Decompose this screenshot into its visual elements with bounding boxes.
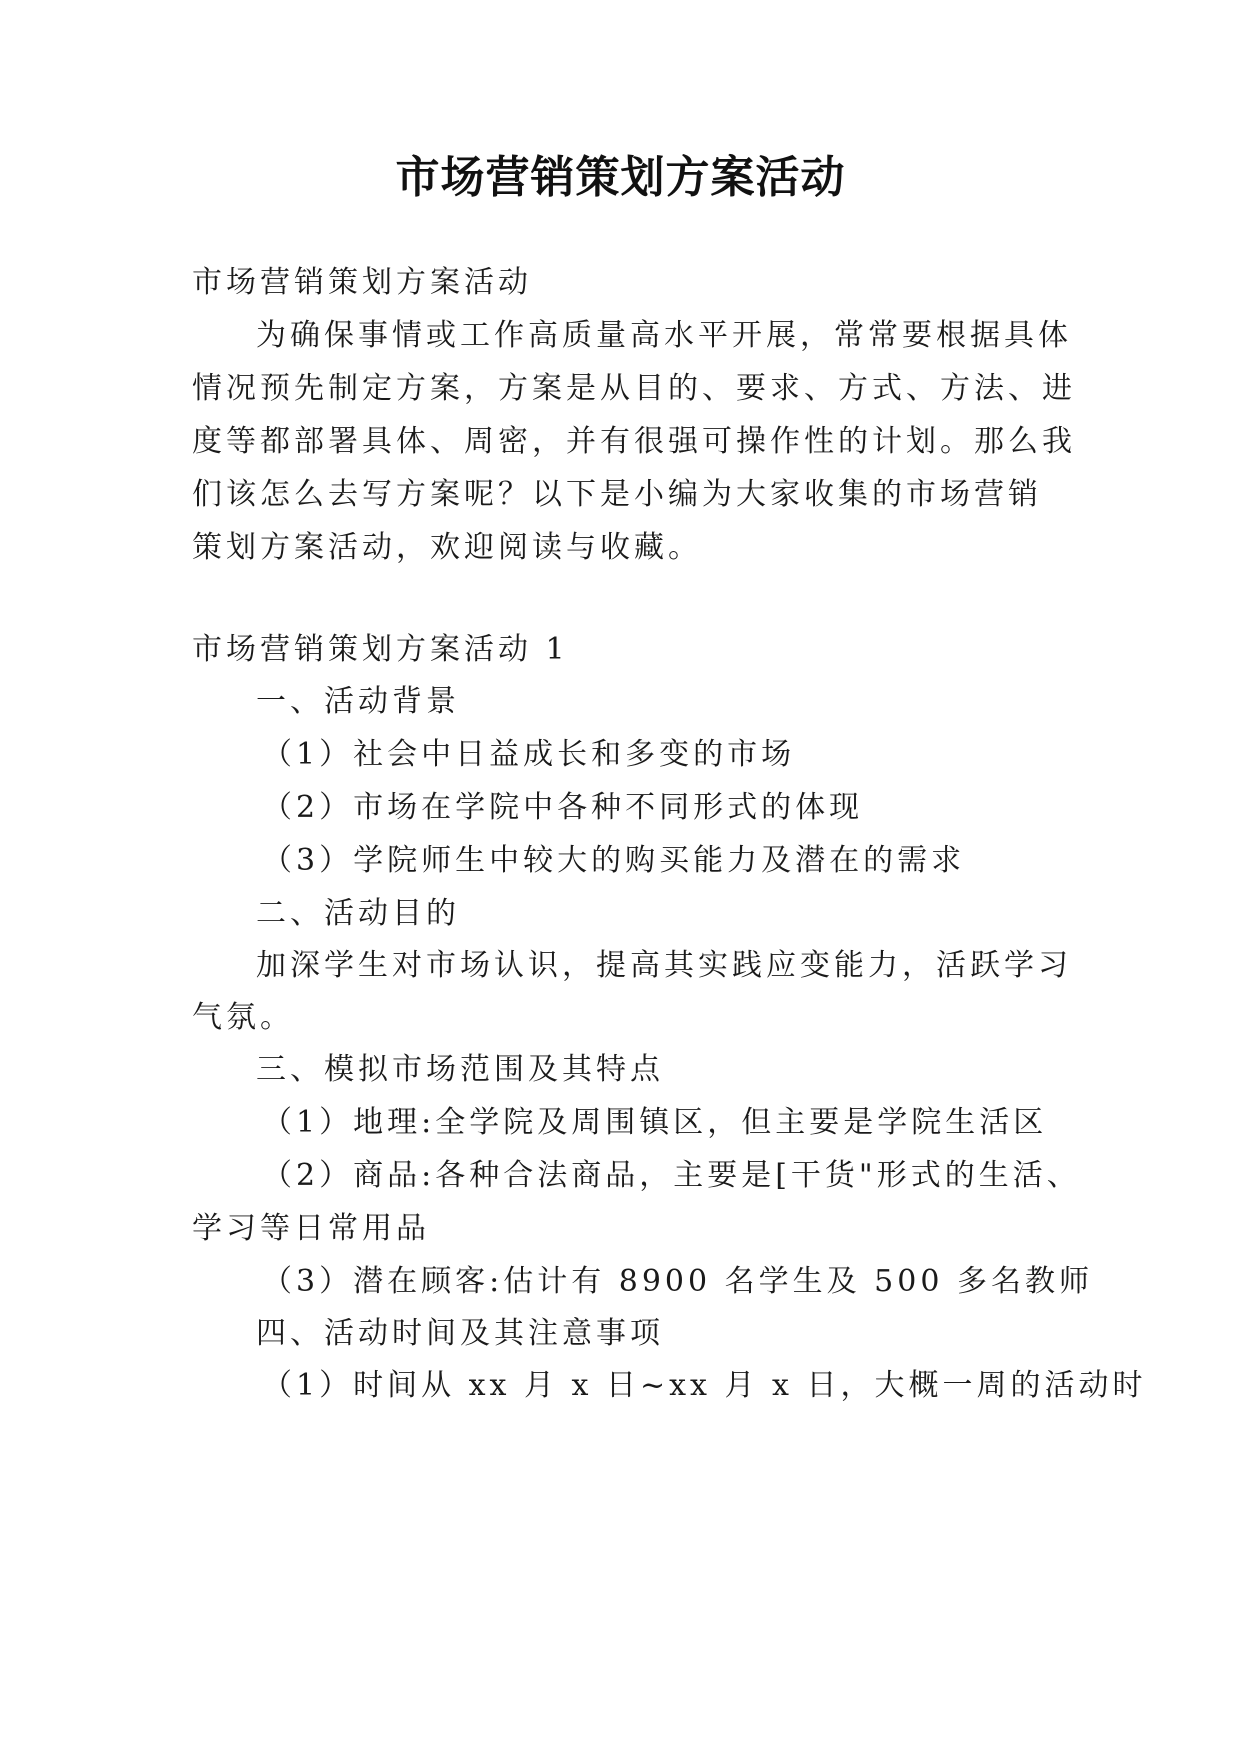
paragraph-line: 气氛。 bbox=[192, 1000, 294, 1035]
paragraph-line: 学习等日常用品 bbox=[192, 1211, 430, 1246]
list-item: （1）社会中日益成长和多变的市场 bbox=[262, 737, 796, 772]
section-heading: 市场营销策划方案活动 1 bbox=[192, 632, 569, 667]
document-title: 市场营销策划方案活动 bbox=[395, 152, 846, 203]
subsection-heading: 三、模拟市场范围及其特点 bbox=[256, 1052, 664, 1087]
list-item: （1）时间从 xx 月 x 日~xx 月 x 日，大概一周的活动时 bbox=[262, 1368, 1147, 1403]
paragraph-line: 度等都部署具体、周密，并有很强可操作性的计划。那么我 bbox=[192, 424, 1076, 459]
list-item: （1）地理:全学院及周围镇区，但主要是学院生活区 bbox=[262, 1105, 1048, 1140]
paragraph-line: 策划方案活动，欢迎阅读与收藏。 bbox=[192, 530, 702, 565]
paragraph-line: 加深学生对市场认识，提高其实践应变能力，活跃学习 bbox=[256, 948, 1072, 983]
paragraph-line: 为确保事情或工作高质量高水平开展，常常要根据具体 bbox=[256, 318, 1072, 353]
list-item: （3）学院师生中较大的购买能力及潜在的需求 bbox=[262, 843, 966, 878]
list-item: （2）市场在学院中各种不同形式的体现 bbox=[262, 790, 864, 825]
list-item: （2）商品:各种合法商品，主要是[干货"形式的生活、 bbox=[262, 1158, 1081, 1193]
list-item: （3）潜在顾客:估计有 8900 名学生及 500 多名教师 bbox=[262, 1264, 1093, 1299]
subsection-heading: 一、活动背景 bbox=[256, 684, 460, 719]
intro-heading: 市场营销策划方案活动 bbox=[192, 265, 532, 300]
subsection-heading: 二、活动目的 bbox=[256, 896, 460, 931]
paragraph-line: 情况预先制定方案，方案是从目的、要求、方式、方法、进 bbox=[192, 371, 1076, 406]
subsection-heading: 四、活动时间及其注意事项 bbox=[256, 1316, 664, 1351]
paragraph-line: 们该怎么去写方案呢？以下是小编为大家收集的市场营销 bbox=[192, 477, 1042, 512]
